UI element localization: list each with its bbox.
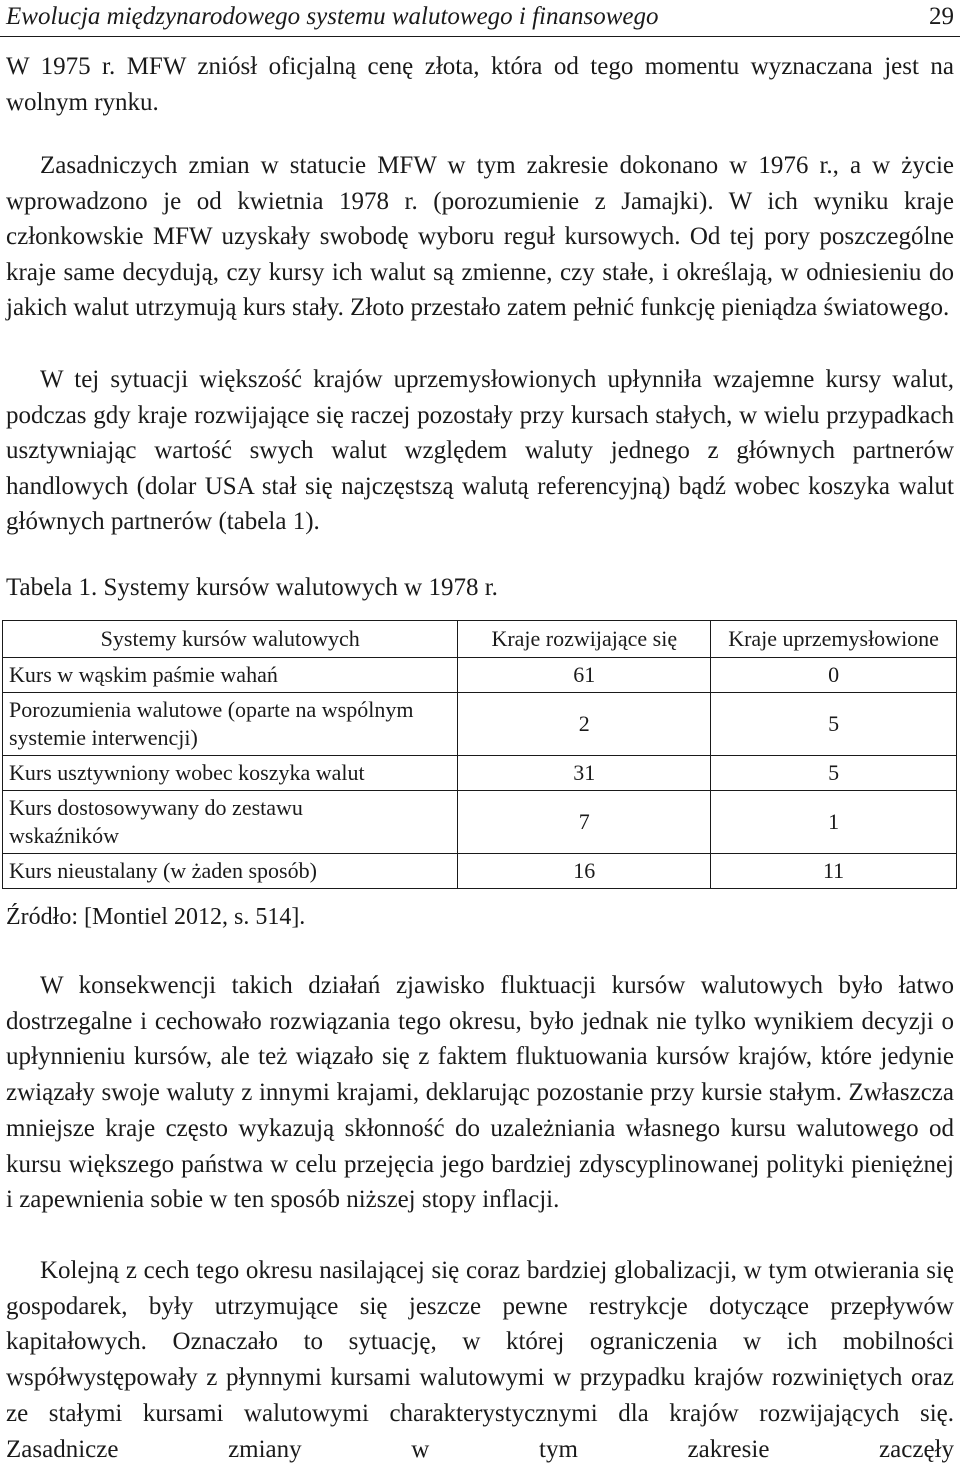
cell-developing: 16 [458, 854, 711, 889]
column-header-systems: Systemy kursów walutowych [3, 621, 458, 658]
paragraph-capital-restrictions: Kolejną z cech tego okresu nasilającej się coraz bardziej globalizacji, w tym otwierania się gospodarek, były utrzymujące się jeszcze pewne restrykcje dotyczące przepływów kapitałowych. Oznaczało to sytuację, w której ograniczenia w ich mobilności współwystępowały z płynnymi kursami walutowymi w przypadku krajów rozwiniętych oraz ze stałymi kursami walutowymi charakterystycznymi dla krajów rozwijających się. Zasadnicze zmiany w tym zakresie zaczęły [6, 1257, 954, 1463]
table-caption: Tabela 1. Systemy kursów walutowych w 1978 r. [6, 574, 498, 601]
table-source: Źródło: [Montiel 2012, s. 514]. [6, 904, 306, 930]
column-header-developing: Kraje rozwijające się [458, 621, 711, 658]
header-rule [0, 36, 960, 37]
cell-developing: 7 [458, 791, 711, 854]
row-label: Porozumienia walutowe (oparte na wspólnym systemie interwencji) [3, 693, 458, 756]
table-row [3, 854, 957, 889]
running-header [6, 0, 954, 34]
cell-developing: 31 [458, 756, 711, 791]
cell-industrial: 1 [711, 791, 957, 854]
table-row [3, 756, 957, 791]
column-header-industrial: Kraje uprzemysłowione [711, 621, 957, 658]
table-header-row [3, 621, 957, 658]
page-number: 29 [929, 3, 954, 30]
table-row [3, 658, 957, 693]
row-label: Kurs nieustalany (w żaden sposób) [3, 854, 458, 889]
cell-developing: 61 [458, 658, 711, 693]
cell-industrial: 0 [711, 658, 957, 693]
paragraph-jamaica-agreement: Zasadniczych zmian w statucie MFW w tym zakresie dokonano w 1976 r., a w życie wprowadzono je od kwietnia 1978 r. (porozumienie z Jamajki). W ich wyniku kraje członkowskie MFW uzyskały swobodę wyboru reguł kursowych. Od tej pory poszczególne kraje same decydują, czy kursy ich walut są zmienne, czy stałe, i określają, w odniesieniu do jakich walut utrzymują kurs stały. Złoto przestało zatem pełnić funkcję pieniądza światowego. [6, 152, 954, 321]
running-title: Ewolucja międzynarodowego systemu walutowego i finansowego [6, 3, 659, 30]
paragraph-consequences: W konsekwencji takich działań zjawisko fluktuacji kursów walutowych było łatwo dostrzegalne i cechowało rozwiązania tego okresu, było jednak nie tylko wynikiem decyzji o upłynnieniu kursów, ale też wiązało się z faktem fluktuowania kursów krajów, które jedynie związały swoje waluty z innymi krajami, deklarując pozostanie przy kursie stałym. Zwłaszcza mniejsze kraje często wykazują skłonność do uzależniania własnego kursu walutowego od kursu większego państwa w celu przejęcia jego bardziej zdyscyplinowanej polityki pieniężnej i zapewnienia sobie w ten sposób niższej stopy inflacji. [6, 972, 954, 1214]
row-label: Kurs usztywniony wobec koszyka walut [3, 756, 458, 791]
exchange-rate-systems-table [2, 620, 957, 889]
paragraph-floating-rates: W tej sytuacji większość krajów uprzemysłowionych upłynniła wzajemne kursy walut, podczas gdy kraje rozwijające się raczej pozostały przy kursach stałych, w wielu przypadkach usztywniając wartość swych walut względem waluty jednego z głównych partnerów handlowych (dolar USA stał się najczęstszą walutą referencyjną) bądź wobec koszyka walut głównych partnerów (tabela 1). [6, 366, 954, 535]
cell-industrial: 5 [711, 756, 957, 791]
row-label: Kurs w wąskim paśmie wahań [3, 658, 458, 693]
table-row [3, 791, 957, 854]
row-label: Kurs dostosowywany do zestawu wskaźników [3, 791, 458, 854]
paragraph-gold-price: W 1975 r. MFW zniósł oficjalną cenę złota, która od tego momentu wyznaczana jest na wolnym rynku. [6, 53, 954, 116]
cell-industrial: 5 [711, 693, 957, 756]
table-row [3, 693, 957, 756]
cell-industrial: 11 [711, 854, 957, 889]
cell-developing: 2 [458, 693, 711, 756]
